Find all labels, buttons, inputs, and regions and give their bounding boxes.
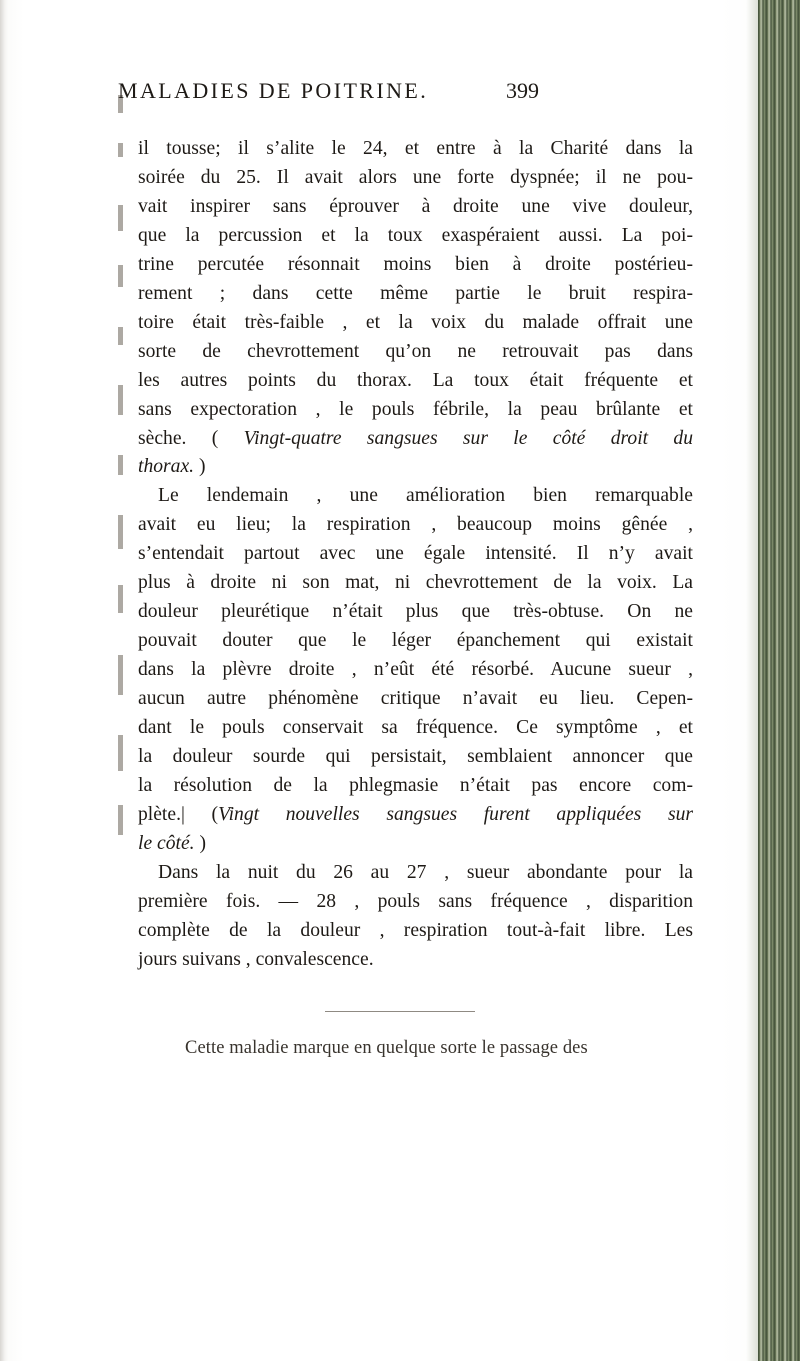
text-line — [138, 193, 693, 221]
line-text: douleur pleurétique n’était plus que très-obtuse. On ne — [138, 601, 693, 623]
text-line — [138, 743, 693, 771]
line-text: complète de la douleur , respiration tout-à-fait libre. Les — [138, 919, 693, 941]
line-text: jours suivans , convalescence. — [138, 948, 374, 970]
line-text: toire était très-faible , et la voix du malade offrait une — [138, 311, 693, 333]
text-line — [158, 482, 693, 510]
line-trailing-text: ) — [194, 832, 207, 854]
line-text: sèche. ( — [138, 427, 244, 449]
text-line — [138, 425, 693, 453]
text-line — [138, 222, 693, 250]
text-line — [138, 540, 693, 568]
line-text: il tousse; il s’alite le 24, et entre à la Charité dans la — [138, 138, 693, 159]
line-italic-text: Vingt-quatre sangsues sur le côté droit du — [243, 427, 693, 449]
line-text: rement ; dans cette même partie le bruit respira- — [138, 282, 693, 304]
text-line — [138, 367, 693, 395]
line-text: vait inspirer sans éprouver à droite une vive douleur, — [138, 195, 693, 217]
line-text: avait eu lieu; la respiration , beaucoup moins gênée , — [138, 514, 693, 536]
line-text: Dans la nuit du 26 au 27 , sueur abondante pour la — [158, 861, 693, 883]
line-text: s’entendait partout avec une égale intensité. Il n’y avait — [138, 543, 693, 565]
text-line — [138, 453, 206, 481]
line-italic-text: Vingt nouvelles sangsues furent appliquées sur — [218, 803, 693, 825]
text-line — [138, 627, 693, 655]
line-text: trine percutée résonnait moins bien à droite postérieu- — [138, 253, 693, 275]
line-text: pouvait douter que le léger épanchement qui existait — [138, 630, 693, 652]
text-line — [138, 309, 693, 337]
text-line — [138, 511, 693, 539]
line-text: Le lendemain , une amélioration bien remarquable — [158, 485, 693, 507]
line-text: première fois. — 28 , pouls sans fréquence , disparition — [138, 890, 693, 912]
text-line — [158, 859, 693, 887]
line-text: aucun autre phénomène critique n’avait eu lieu. Cepen- — [138, 688, 693, 710]
line-text: la douleur sourde qui persistait, semblaient annoncer que — [138, 745, 693, 767]
text-line — [138, 135, 693, 163]
text-line — [138, 569, 693, 597]
page-number: 399 — [506, 78, 539, 103]
footer-rule — [325, 1011, 475, 1012]
line-text: plète.| ( — [138, 803, 219, 825]
line-text: plus à droite ni son mat, ni chevrottement de la voix. La — [138, 572, 693, 594]
line-text: sans expectoration , le pouls fébrile, la peau brûlante et — [138, 398, 693, 420]
line-trailing-text: ) — [194, 456, 206, 478]
binding-edge-shadow — [746, 0, 758, 1361]
line-text: la résolution de la phlegmasie n’était pas encore com- — [138, 774, 693, 796]
text-line — [138, 164, 693, 192]
page-gutter-shadow — [0, 0, 8, 1361]
line-italic-text: thorax. — [138, 456, 195, 478]
running-head: MALADIES DE POITRINE. — [118, 78, 429, 103]
text-line — [138, 656, 693, 684]
line-italic-text: le côté. — [138, 832, 195, 854]
line-text: les autres points du thorax. La toux était fréquente et — [138, 369, 693, 391]
line-text: que la percussion et la toux exaspéraient aussi. La poi- — [138, 224, 693, 246]
margin-marks — [118, 95, 132, 855]
text-line — [138, 251, 693, 279]
text-line — [138, 888, 693, 916]
text-line — [138, 772, 693, 800]
text-line — [138, 685, 693, 713]
page-stack-edge — [758, 0, 800, 1361]
text-line — [138, 396, 693, 424]
text-line — [138, 917, 693, 945]
line-text: dant le pouls conservait sa fréquence. Ce symptôme , et — [138, 717, 693, 738]
line-text: soirée du 25. Il avait alors une forte dyspnée; il ne pou- — [138, 166, 693, 188]
text-line — [138, 801, 693, 829]
catchline: Cette maladie marque en quelque sorte le passage des — [185, 1038, 588, 1058]
text-line — [138, 946, 374, 974]
line-text: sorte de chevrottement qu’on ne retrouvait pas dans — [138, 340, 693, 362]
page-header — [118, 78, 618, 118]
text-line — [138, 830, 206, 858]
text-line — [138, 598, 693, 626]
line-text: dans la plèvre droite , n’eût été résorbé. Aucune sueur , — [138, 659, 693, 681]
text-line — [138, 280, 693, 308]
text-line — [138, 338, 693, 366]
text-line — [138, 714, 693, 742]
